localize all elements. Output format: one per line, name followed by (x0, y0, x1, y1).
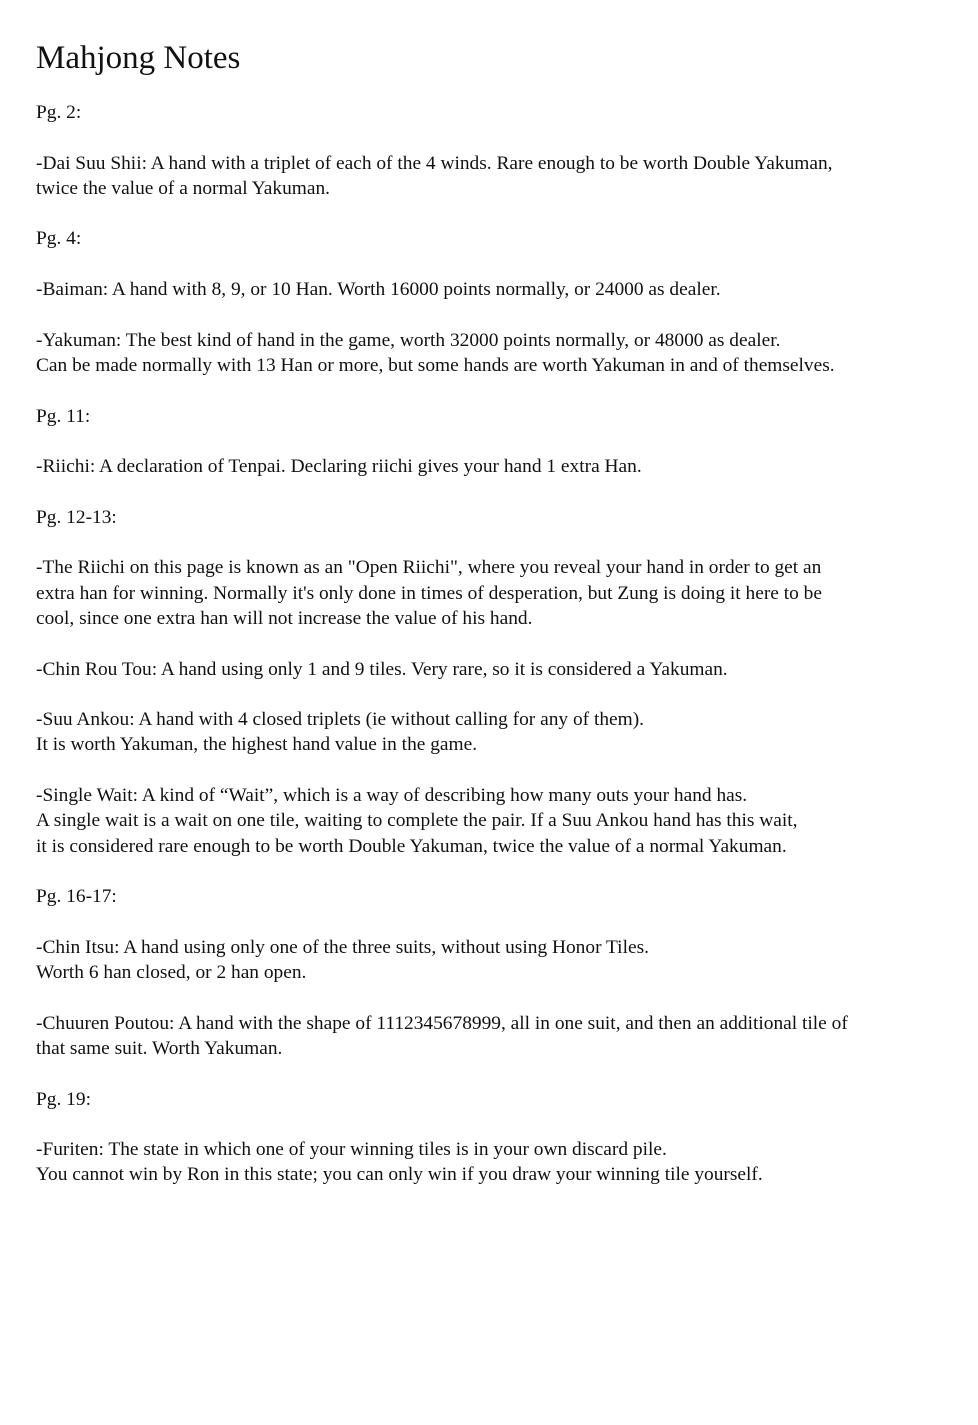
note-dai-suu-shii (36, 151, 956, 202)
text-line: -Dai Suu Shii: A hand with a triplet of each of the 4 winds. Rare enough to be worth Double Yakuman, (36, 152, 833, 174)
note-chuuren-poutou (36, 1011, 956, 1062)
page-title: Mahjong Notes (36, 40, 241, 76)
page-heading (36, 100, 956, 125)
text-line: -Suu Ankou: A hand with 4 closed triplets (ie without calling for any of them). (36, 709, 645, 731)
note-single-wait (36, 783, 956, 859)
text-line: extra han for winning. Normally it's only done in times of desperation, but Zung is doing it here to be (36, 582, 822, 604)
text-line: It is worth Yakuman, the highest hand value in the game. (36, 734, 478, 756)
text-line: -Riichi: A declaration of Tenpai. Declaring riichi gives your hand 1 extra Han. (36, 456, 642, 478)
text-line: Pg. 4: (36, 228, 82, 250)
text-line: Pg. 12-13: (36, 506, 117, 528)
text-line: -Chuuren Poutou: A hand with the shape of 1112345678999, all in one suit, and then an additional tile of (36, 1012, 848, 1034)
note-suu-ankou (36, 707, 956, 758)
text-line: -The Riichi on this page is known as an "Open Riichi", where you reveal your hand in order to get an (36, 557, 822, 579)
page-heading (36, 884, 956, 909)
text-line: it is considered rare enough to be worth Double Yakuman, twice the value of a normal Yakuman. (36, 835, 787, 857)
note-riichi (36, 454, 956, 479)
text-line: -Chin Rou Tou: A hand using only 1 and 9 tiles. Very rare, so it is considered a Yakuman. (36, 658, 728, 680)
text-line: -Furiten: The state in which one of your winning tiles is in your own discard pile. (36, 1139, 667, 1161)
text-line: A single wait is a wait on one tile, waiting to complete the pair. If a Suu Ankou hand has this wait, (36, 810, 798, 832)
text-line: Pg. 2: (36, 102, 82, 123)
page-heading (36, 404, 956, 429)
text-line: -Baiman: A hand with 8, 9, or 10 Han. Worth 16000 points normally, or 24000 as dealer. (36, 279, 721, 301)
text-line: -Single Wait: A kind of “Wait”, which is a way of describing how many outs your hand has. (36, 785, 748, 807)
text-line: -Yakuman: The best kind of hand in the game, worth 32000 points normally, or 48000 as dealer. (36, 329, 781, 351)
text-line: Pg. 19: (36, 1088, 91, 1110)
note-baiman (36, 277, 956, 302)
text-line: Can be made normally with 13 Han or more, but some hands are worth Yakuman in and of themselves. (36, 354, 835, 376)
text-line: You cannot win by Ron in this state; you can only win if you draw your winning tile yourself. (36, 1164, 763, 1186)
page-heading (36, 226, 956, 251)
text-line: -Chin Itsu: A hand using only one of the three suits, without using Honor Tiles. (36, 936, 649, 958)
text-line: Pg. 11: (36, 405, 91, 427)
page-heading (36, 1087, 956, 1112)
note-furiten (36, 1137, 956, 1188)
text-line: that same suit. Worth Yakuman. (36, 1037, 283, 1059)
note-chin-itsu (36, 935, 956, 986)
note-yakuman (36, 328, 956, 379)
text-line: Worth 6 han closed, or 2 han open. (36, 962, 307, 984)
document-page (36, 38, 956, 1213)
text-line: cool, since one extra han will not increase the value of his hand. (36, 607, 533, 629)
page-heading (36, 505, 956, 530)
text-line: twice the value of a normal Yakuman. (36, 177, 331, 199)
text-line: Pg. 16-17: (36, 886, 117, 908)
note-chin-rou-tou (36, 657, 956, 682)
note-open-riichi (36, 555, 956, 631)
